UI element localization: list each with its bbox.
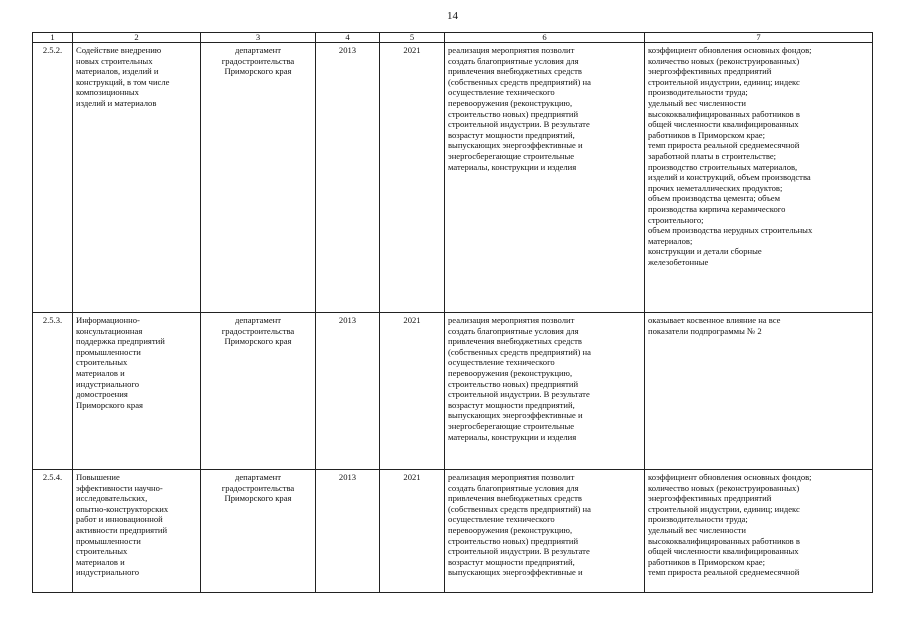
indicators: коэффициент обновления основных фондов; количество новых (реконструированных) энергоэффективных предприятий строительной индустрии, единиц; индекс производительности труда; удельный вес численности высококвалифицированных работников в общей численности квалифицированных работников в Приморском крае; темп прироста реальной среднемесячной заработной платы в строительстве; производство строительных материалов, изделий и конструкций, объем производства прочих неметаллических продуктов; объем производства цемента; объем производства кирпича керамического строительного; объем производства нерудных строительных материалов; конструкции и детали сборные железобетонные [645, 43, 873, 313]
column-header: 3 [201, 33, 316, 43]
measures-table [32, 32, 873, 593]
table-row [33, 470, 873, 593]
start-year: 2013 [316, 43, 380, 313]
column-header: 4 [316, 33, 380, 43]
end-year: 2021 [380, 43, 445, 313]
measure-name: Содействие внедрению новых строительных материалов, изделий и конструкций, в том числе композиционных изделий и материалов [73, 43, 201, 313]
end-year: 2021 [380, 313, 445, 470]
expected-result: реализация мероприятия позволит создать благоприятные условия для привлечения внебюджетных средств (собственных средств предприятий) на осуществление технического перевооружения (реконструкцию, строительство новых) предприятий строительной индустрии. В результате возрастут мощности предприятий, выпускающих энергоэффективные и энергосберегающие строительные материалы, конструкции и изделия [445, 43, 645, 313]
column-header: 1 [33, 33, 73, 43]
row-number: 2.5.3. [33, 313, 73, 470]
executor: департамент градостроительства Приморского края [201, 43, 316, 313]
column-header: 6 [445, 33, 645, 43]
page-number: 14 [447, 10, 458, 22]
expected-result: реализация мероприятия позволит создать благоприятные условия для привлечения внебюджетных средств (собственных средств предприятий) на осуществление технического перевооружения (реконструкцию, строительство новых) предприятий строительной индустрии. В результате возрастут мощности предприятий, выпускающих энергоэффективные и энергосберегающие строительные материалы, конструкции и изделия [445, 313, 645, 470]
column-header: 7 [645, 33, 873, 43]
executor: департамент градостроительства Приморского края [201, 470, 316, 593]
table-row [33, 43, 873, 313]
executor: департамент градостроительства Приморского края [201, 313, 316, 470]
header-row [33, 33, 873, 43]
end-year: 2021 [380, 470, 445, 593]
table-row [33, 313, 873, 470]
expected-result: реализация мероприятия позволит создать благоприятные условия для привлечения внебюджетных средств (собственных средств предприятий) на осуществление технического перевооружения (реконструкцию, строительство новых) предприятий строительной индустрии. В результате возрастут мощности предприятий, выпускающих энергоэффективные и [445, 470, 645, 593]
start-year: 2013 [316, 470, 380, 593]
measure-name: Повышение эффективности научно- исследовательских, опытно-конструкторских работ и инновационной активности предприятий промышленности строительных материалов и индустриального [73, 470, 201, 593]
indicators: коэффициент обновления основных фондов; количество новых (реконструированных) энергоэффективных предприятий строительной индустрии, единиц; индекс производительности труда; удельный вес численности высококвалифицированных работников в общей численности квалифицированных работников в Приморском крае; темп прироста реальной среднемесячной [645, 470, 873, 593]
column-header: 5 [380, 33, 445, 43]
indicators: оказывает косвенное влияние на все показатели подпрограммы № 2 [645, 313, 873, 470]
row-number: 2.5.4. [33, 470, 73, 593]
column-header: 2 [73, 33, 201, 43]
row-number: 2.5.2. [33, 43, 73, 313]
measure-name: Информационно- консультационная поддержка предприятий промышленности строительных материалов и индустриального домостроения Приморского края [73, 313, 201, 470]
start-year: 2013 [316, 313, 380, 470]
